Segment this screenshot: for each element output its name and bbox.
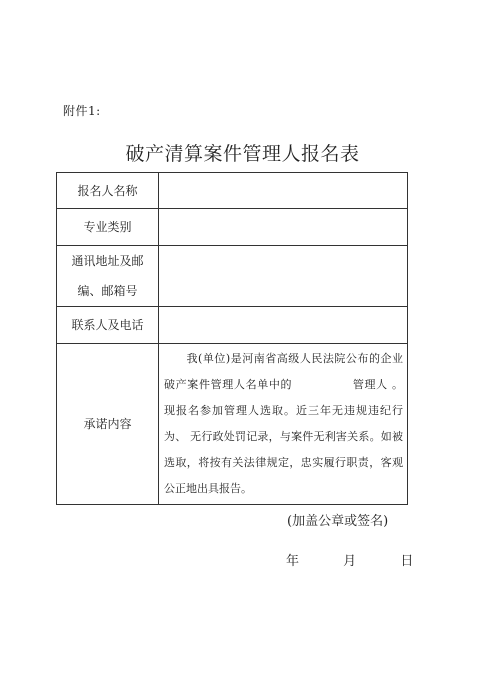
form-title: 破产清算案件管理人报名表 (125, 143, 360, 165)
specialty-label: 专业类别 (57, 209, 159, 246)
contact-field[interactable] (159, 307, 408, 344)
pledge-text (159, 344, 408, 505)
attachment-label: 附件1: (63, 104, 101, 118)
seal-note: (加盖公章或签名) (287, 514, 389, 529)
date-day: 日 (400, 554, 414, 569)
date-year: 年 (286, 554, 300, 569)
address-field[interactable] (159, 246, 408, 307)
date-line (286, 550, 413, 569)
table-row (57, 307, 408, 344)
pledge-text-part2: 管理人 。现报名参加管理人选取。近三年无违规违纪行为、 无行政处罚记录，与案件无利害关系。如被选取，将按有关法律规定，忠实履行职责，客观公正地出具报告。 (164, 378, 403, 495)
name-field[interactable] (159, 173, 408, 209)
table-row (57, 173, 408, 209)
table-row (57, 209, 408, 246)
pledge-label: 承诺内容 (57, 344, 159, 505)
registration-table (56, 172, 408, 505)
contact-label: 联系人及电话 (57, 307, 159, 344)
pledge-text-part1: 我(单位)是河南省高级人民法院公布的企业破产案件管理人名单中的 (164, 352, 403, 391)
address-label: 通讯地址及邮编、邮箱号 (57, 246, 159, 307)
specialty-field[interactable] (159, 209, 408, 246)
date-month: 月 (343, 554, 357, 569)
table-row (57, 246, 408, 307)
name-label: 报名人名称 (57, 173, 159, 209)
table-row (57, 344, 408, 505)
